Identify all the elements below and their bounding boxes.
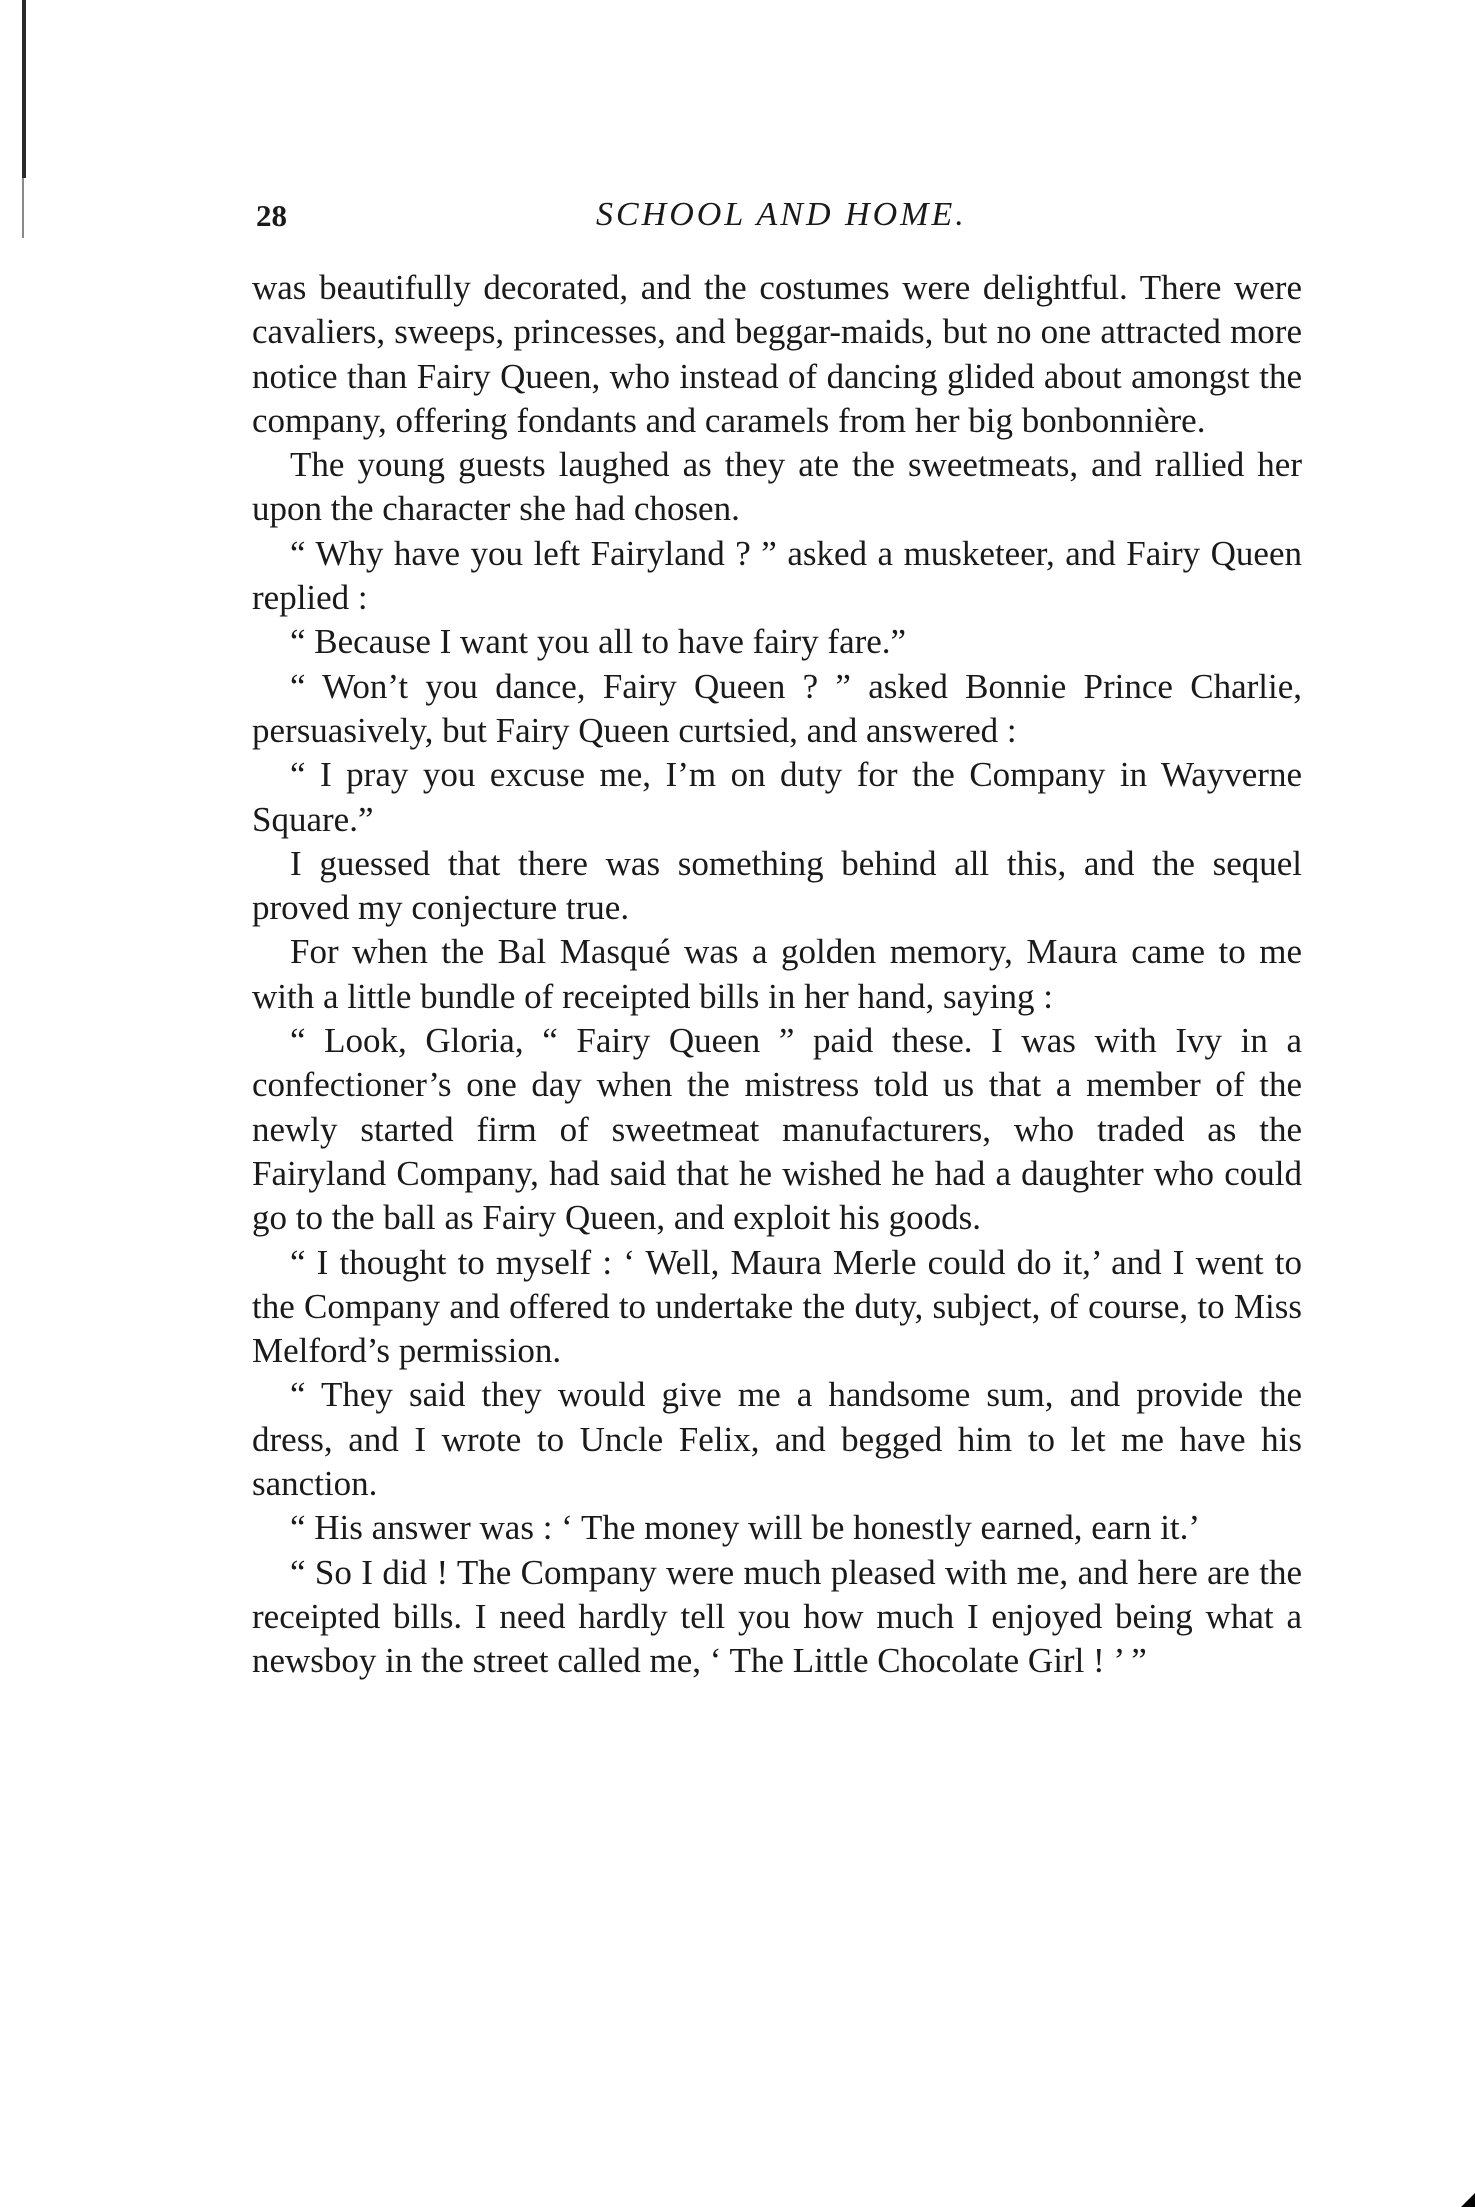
page-header (256, 192, 1302, 242)
left-binding-edge-faint (22, 178, 24, 238)
page-number: 28 (256, 198, 287, 233)
paragraph-4: “ Because I want you all to have fairy fare.” (290, 622, 907, 662)
paragraph-11: “ They said they would give me a handsome sum, and provide the dress, and I wrote to Uncle Felix, and begged him to let me have his sanction. (252, 1375, 1302, 1504)
paragraph-1: was beautifully decorated, and the costumes were delightful. There were cavaliers, sweeps, princesses, and beggar-maids, but no one attracted more notice than Fairy Queen, who instead of dancing glided about amongst the company, offering fondants and caramels from her big bonbonnière. (252, 268, 1302, 440)
paragraph-8: For when the Bal Masqué was a golden memory, Maura came to me with a little bundle of receipted bills in her hand, saying : (252, 932, 1302, 1016)
paragraph-6: “ I pray you excuse me, I’m on duty for the Company in Wayverne Square.” (252, 755, 1302, 839)
running-title: SCHOOL AND HOME. (596, 196, 967, 233)
body-text (252, 266, 1302, 1684)
paragraph-12: “ His answer was : ‘ The money will be honestly earned, earn it.’ (290, 1508, 1201, 1548)
paragraph-13: “ So I did ! The Company were much pleased with me, and here are the receipted bills. I need hardly tell you how much I enjoyed being what a newsboy in the street called me, ‘ The Little Chocolate Girl ! ’ ” (252, 1552, 1302, 1681)
paragraph-10: “ I thought to myself : ‘ Well, Maura Merle could do it,’ and I went to the Company and offered to undertake the duty, subject, of course, to Miss Melford’s permission. (252, 1242, 1302, 1371)
corner-mark (1461, 2193, 1475, 2207)
paragraph-7: I guessed that there was something behind all this, and the sequel proved my conjecture true. (252, 843, 1302, 928)
left-binding-edge (22, 0, 26, 178)
paragraph-5: “ Won’t you dance, Fairy Queen ? ” asked Bonnie Prince Charlie, persuasively, but Fairy Queen curtsied, and answered : (252, 666, 1302, 750)
paragraph-3: “ Why have you left Fairyland ? ” asked a musketeer, and Fairy Queen replied : (252, 533, 1302, 618)
paragraph-9: “ Look, Gloria, “ Fairy Queen ” paid these. I was with Ivy in a confectioner’s one day when the mistress told us that a member of the newly started firm of sweetmeat manufacturers, who traded as the Fairyland Company, had said that he wished he had a daughter who could go to the ball as Fairy Queen, and exploit his goods. (252, 1021, 1302, 1238)
paragraph-2: The young guests laughed as they ate the sweetmeats, and rallied her upon the character she had chosen. (252, 445, 1302, 529)
